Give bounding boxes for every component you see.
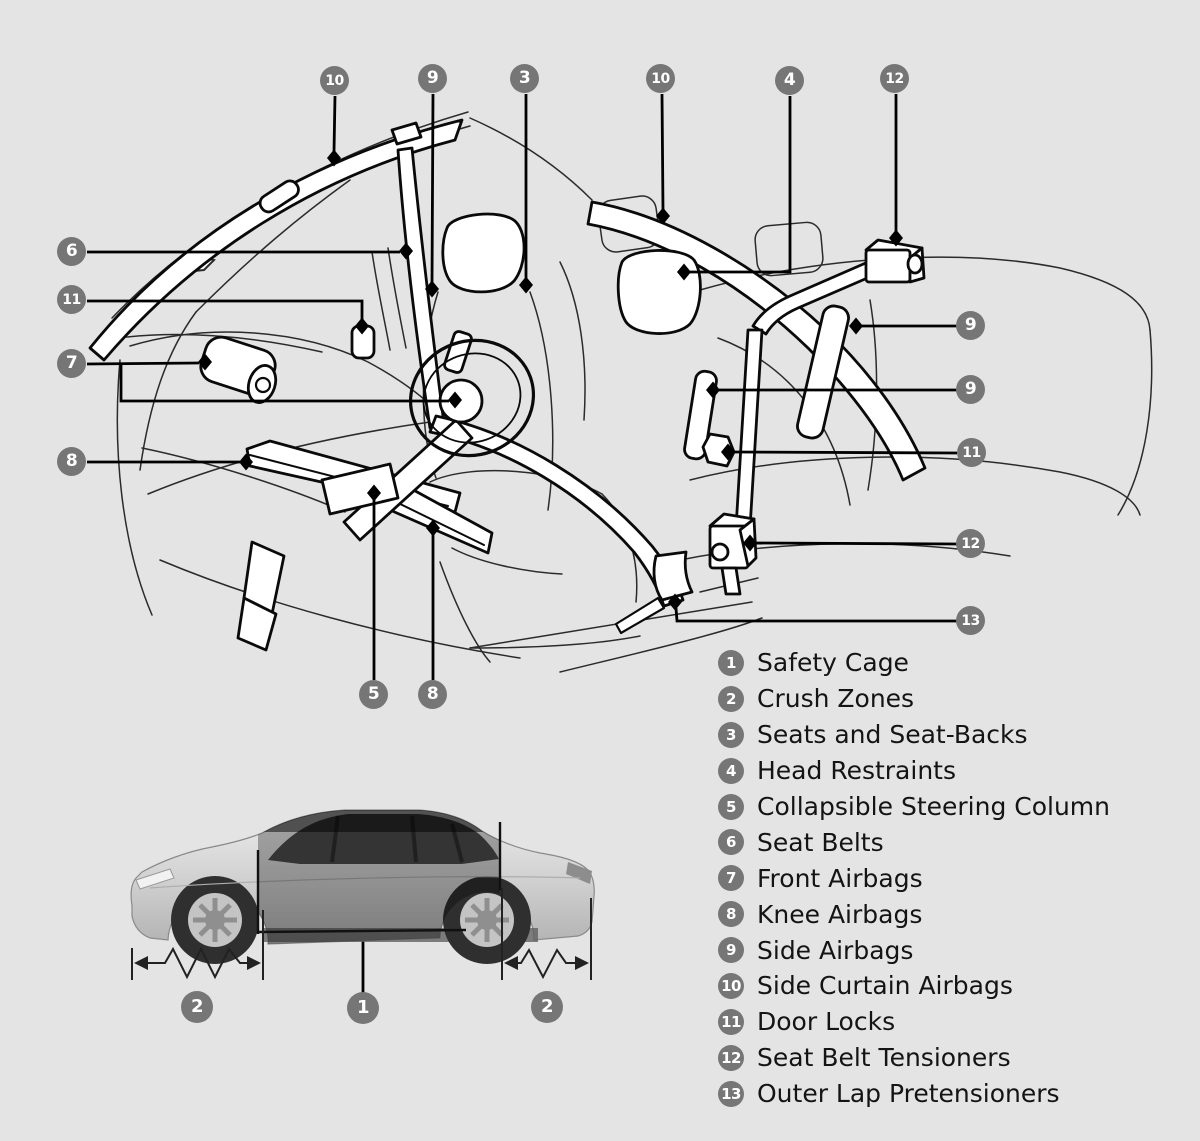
legend-item-label: Safety Cage	[757, 648, 909, 678]
legend-item-head-restraints	[718, 753, 1110, 789]
callout-steering-column: 5	[359, 680, 388, 709]
legend-item-label: Front Airbags	[757, 863, 923, 893]
legend-num-badge: 9	[718, 937, 744, 963]
legend-item-side-airbags	[718, 932, 1110, 968]
legend-item-door-locks	[718, 1004, 1110, 1040]
legend-item-label: Knee Airbags	[757, 899, 923, 929]
legend-item-side-curtain-airbags	[718, 968, 1110, 1004]
callout-knee-airbag-left: 8	[57, 447, 86, 476]
callout-front-airbags: 7	[57, 349, 86, 378]
legend-item-label: Seat Belt Tensioners	[757, 1043, 1011, 1073]
legend-num-badge: 5	[718, 794, 744, 820]
callout-safety-cage: 1	[347, 992, 379, 1024]
legend-item-seat-belt-tensioners	[718, 1040, 1110, 1076]
legend-item-label: Seat Belts	[757, 827, 884, 857]
legend-num-badge: 6	[718, 829, 744, 855]
legend-num-badge: 10	[718, 973, 744, 999]
legend-item-safety-cage	[718, 645, 1110, 681]
callout-side-airbag-rear: 9	[956, 311, 985, 340]
legend-item-front-airbags	[718, 860, 1110, 896]
car-side-view	[131, 800, 594, 964]
legend-num-badge: 7	[718, 865, 744, 891]
legend-item-seat-belts	[718, 824, 1110, 860]
callout-knee-airbag-bottom: 8	[418, 680, 447, 709]
legend-num-badge: 12	[718, 1045, 744, 1071]
callout-crush-zone-front: 2	[181, 991, 213, 1023]
legend-num-badge: 4	[718, 758, 744, 784]
legend-item-label: Head Restraints	[757, 756, 956, 786]
legend-num-badge: 1	[718, 650, 744, 676]
legend-item-label: Seats and Seat-Backs	[757, 720, 1028, 750]
legend-num-badge: 13	[718, 1081, 744, 1107]
callout-side-curtain-airbag-rear: 10	[646, 64, 675, 93]
legend-item-crush-zones	[718, 681, 1110, 717]
legend-item-outer-lap-pretensioners	[718, 1076, 1110, 1112]
legend-item-seats	[718, 717, 1110, 753]
legend-item-label: Door Locks	[757, 1007, 896, 1037]
callout-crush-zone-rear: 2	[531, 991, 563, 1023]
callout-seat-belts: 6	[57, 237, 86, 266]
callout-side-airbag-top: 9	[418, 64, 447, 93]
callout-seats-seat-backs: 3	[510, 64, 539, 93]
legend-item-knee-airbags	[718, 896, 1110, 932]
legend-num-badge: 2	[718, 686, 744, 712]
safety-equipment-shapes	[90, 120, 925, 650]
callout-head-restraints: 4	[775, 66, 804, 95]
callout-belt-tensioner-bottom: 12	[956, 529, 985, 558]
legend-item-label: Outer Lap Pretensioners	[757, 1079, 1060, 1109]
legend-item-label: Crush Zones	[757, 684, 915, 714]
legend-item-steering-column	[718, 789, 1110, 825]
callout-door-lock-rear: 11	[957, 438, 986, 467]
callout-side-curtain-airbag-front: 10	[320, 66, 349, 95]
callout-door-lock-front: 11	[57, 285, 86, 314]
callout-outer-lap-pretensioner: 13	[956, 606, 985, 635]
legend-item-label: Side Airbags	[757, 935, 914, 965]
callout-belt-tensioner-top: 12	[880, 64, 909, 93]
legend-num-badge: 8	[718, 901, 744, 927]
legend-num-badge: 11	[718, 1009, 744, 1035]
legend	[718, 645, 1110, 1112]
callout-side-airbag-front: 9	[956, 375, 985, 404]
legend-item-label: Side Curtain Airbags	[757, 971, 1013, 1001]
legend-item-label: Collapsible Steering Column	[757, 792, 1111, 821]
legend-num-badge: 3	[718, 722, 744, 748]
